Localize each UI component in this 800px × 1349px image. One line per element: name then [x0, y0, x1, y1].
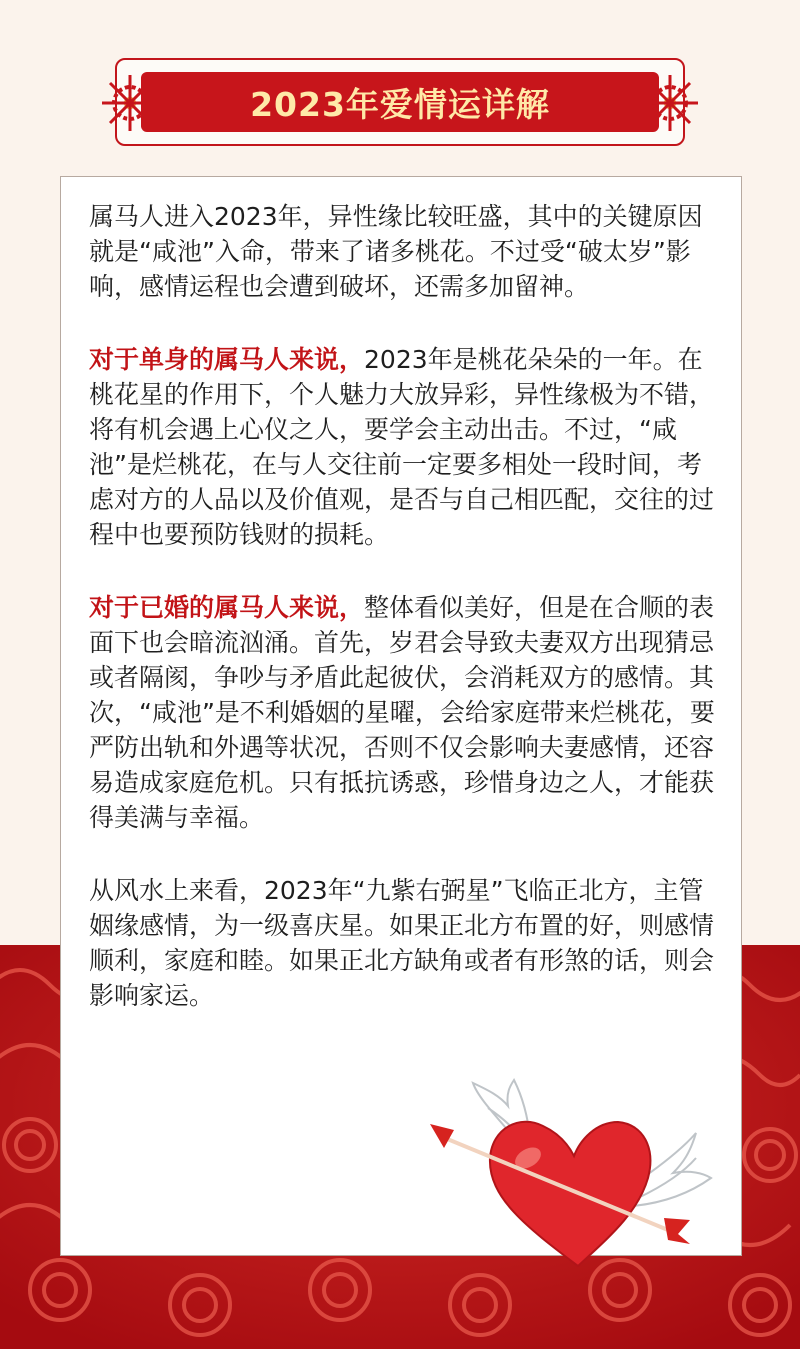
flower-ornament-icon — [635, 68, 705, 138]
paragraph-highlight: 对于单身的属马人来说， — [89, 345, 365, 374]
title-banner — [115, 58, 685, 146]
page-title: 2023年爱情运详解 — [250, 84, 550, 124]
article-body — [89, 199, 719, 1051]
paragraph-text: 从风水上来看，2023年“九紫右弼星”飞临正北方，主管姻缘感情，为一级喜庆星。如果正北方布置的好，则感情顺利，家庭和睦。如果正北方缺角或者有形煞的话，则会影响家运。 — [89, 876, 715, 1010]
paragraph-intro — [89, 199, 719, 304]
paragraph-single — [89, 342, 719, 552]
paragraph-highlight: 对于已婚的属马人来说， — [89, 593, 365, 622]
winged-heart-arrow-icon — [428, 1078, 718, 1278]
paragraph-fengshui — [89, 873, 719, 1013]
paragraph-text: 2023年是桃花朵朵的一年。在桃花星的作用下，个人魅力大放异彩，异性缘极为不错，将有机会遇上心仪之人，要学会主动出击。不过，“咸池”是烂桃花，在与人交往前一定要多相处一段时间，考虑对方的人品以及价值观，是否与自己相匹配，交往的过程中也要预防钱财的损耗。 — [89, 345, 715, 549]
paragraph-married — [89, 590, 719, 835]
title-banner-inner — [141, 72, 659, 132]
paragraph-text: 属马人进入2023年，异性缘比较旺盛，其中的关键原因就是“咸池”入命，带来了诸多桃花。不过受“破太岁”影响，感情运程也会遭到破坏，还需多加留神。 — [89, 202, 703, 301]
paragraph-text: 整体看似美好，但是在合顺的表面下也会暗流汹涌。首先，岁君会导致夫妻双方出现猜忌或者隔阂，争吵与矛盾此起彼伏，会消耗双方的感情。其次，“咸池”是不利婚姻的星曜，会给家庭带来烂桃花，要严防出轨和外遇等状况，否则不仅会影响夫妻感情，还容易造成家庭危机。只有抵抗诱惑，珍惜身边之人，才能获得美满与幸福。 — [89, 593, 715, 832]
